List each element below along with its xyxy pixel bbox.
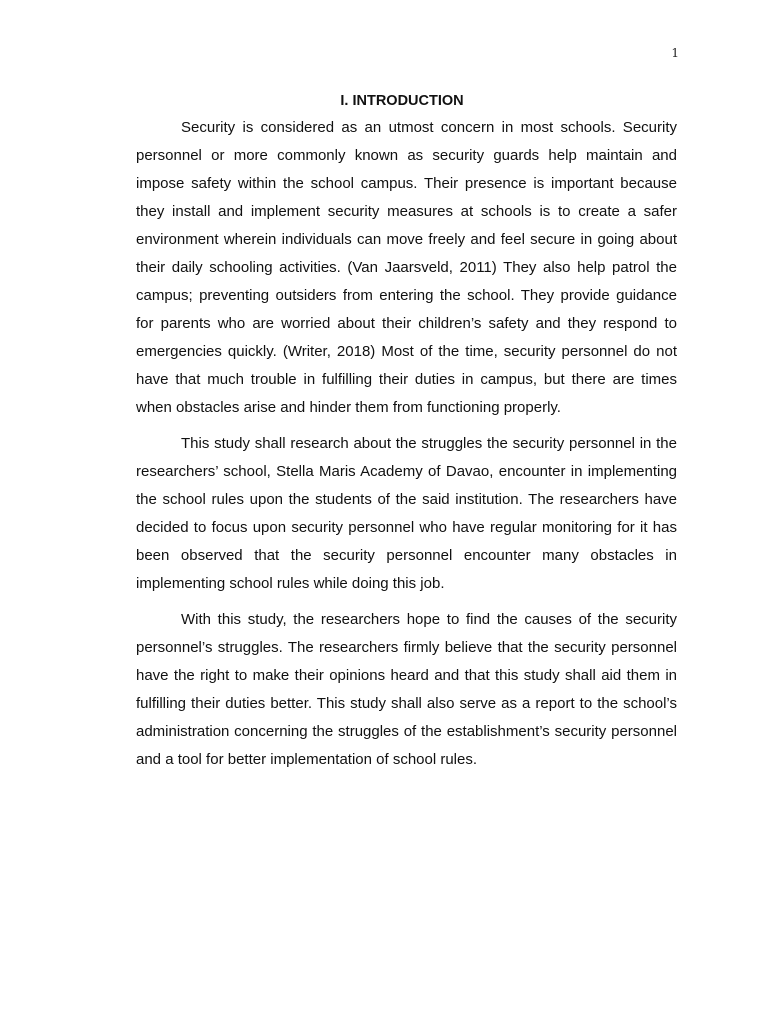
- paragraph-1: Security is considered as an utmost concern in most schools. Security personnel or more commonly known as security guards help maintain and impose safety within the school campus. Their presence is important because they install and implement security measures at schools is to create a safer environment wherein individuals can move freely and feel secure in going about their daily schooling activities. (Van Jaarsveld, 2011) They also help patrol the campus; preventing outsiders from entering the school. They provide guidance for parents who are worried about their children’s safety and they respond to emergencies quickly. (Writer, 2018) Most of the time, security personnel do not have that much trouble in fulfilling their duties in campus, but there are times when obstacles arise and hinder them from functioning properly.: [136, 119, 677, 416]
- section-heading: I. INTRODUCTION: [340, 93, 464, 109]
- page-number: 1: [671, 46, 679, 60]
- paragraph-2: This study shall research about the struggles the security personnel in the researchers’ school, Stella Maris Academy of Davao, encounter in implementing the school rules upon the students of the said institution. The researchers have decided to focus upon security personnel who have regular monitoring for it has been observed that the security personnel encounter many obstacles in implementing school rules while doing this job.: [136, 435, 677, 592]
- body-text: [136, 114, 677, 774]
- paragraph-3: With this study, the researchers hope to find the causes of the security personnel’s struggles. The researchers firmly believe that the security personnel have the right to make their opinions heard and that this study shall aid them in fulfilling their duties better. This study shall also serve as a report to the school’s administration concerning the struggles of the establishment’s security personnel and a tool for better implementation of school rules.: [136, 611, 677, 768]
